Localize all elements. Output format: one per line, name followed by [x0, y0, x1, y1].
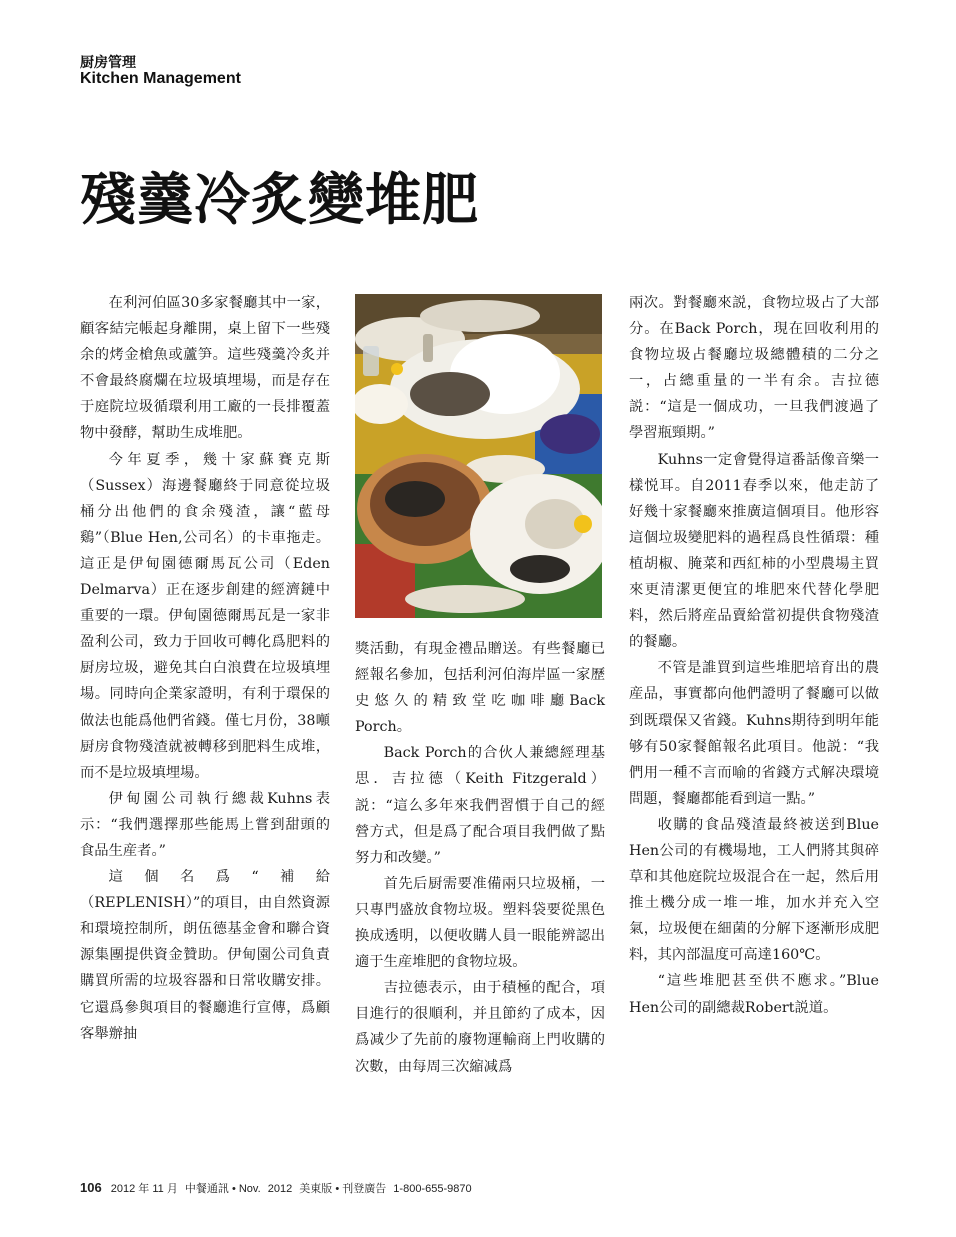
page-footer	[80, 1180, 476, 1196]
section-label-chinese: 厨房管理	[80, 55, 136, 71]
paragraph: “這些堆肥甚至供不應求。”Blue Hen公司的副總裁Robert説道。	[629, 973, 879, 1016]
section-label-english: Kitchen Management	[80, 70, 241, 87]
paragraph: 兩次。對餐廳來説，食物垃圾占了大部分。在Back Porch，現在回收利用的食物垃圾占餐廳垃圾總體積的二分之一，占總重量的一半有余。吉拉德説：“這是一個成功，一旦我們渡過了學習瓶頸期。”	[629, 295, 879, 442]
paragraph: 今年夏季，幾十家蘇賽克斯（Sussex）海邊餐廳終于同意從垃圾桶分出他們的食余殘渣，讓“藍母鷄”（Blue Hen,公司名）的卡車拖走。這正是伊甸園德爾馬瓦公司（Eden Delmarva）正在逐步創建的經濟鏈中重要的一環。伊甸園德爾馬瓦是一家非盈利公司，致力于回收可轉化爲肥料的厨房垃圾，避免其白白浪費在垃圾填埋場。同時向企業家證明，有利于環保的做法也能爲他們省錢。僅七月份，38噸厨房食物殘渣就被轉移到肥料生成堆，而不是垃圾填埋場。	[80, 451, 330, 781]
paragraph: 這個名爲“補給（REPLENISH）”的項目，由自然資源和環境控制所，朗伍德基金會和聯合資源集團提供資金贊助。伊甸園公司負責購買所需的垃圾容器和日常收購安排。它還爲參與項目的餐廳進行宣傳，爲顧客舉辦抽	[80, 869, 330, 1042]
paragraph: 伊甸園公司執行總裁Kuhns表示：“我們選擇那些能馬上嘗到甜頭的食品生産者。”	[80, 790, 330, 859]
paragraph: 吉拉德表示，由于積極的配合，項目進行的很順利，并且節約了成本，因爲减少了先前的廢物運輸商上門收購的次數，由每周三次縮减爲	[355, 980, 605, 1075]
paragraph: 在利河伯區30多家餐廳其中一家，顧客結完帳起身離開，桌上留下一些殘余的烤金槍魚或蘆笋。這些殘羹冷炙并不會最終腐爛在垃圾填埋場，而是存在于庭院垃圾循環利用工廠的一長排覆蓋物中發酵，幫助生成堆肥。	[80, 295, 330, 442]
issue-date: 2012 年 11 月	[110, 1183, 178, 1195]
paragraph: Kuhns一定會覺得這番話像音樂一樣悦耳。自2011春季以來，他走訪了好幾十家餐廳來推廣這個項目。他形容這個垃圾變肥料的過程爲良性循環：種植胡椒、腌菜和西紅柿的小型農場主買來更清潔更便宜的堆肥來代替化學肥料，然后將産品賣給當初提供食物殘渣的餐廳。	[629, 451, 879, 651]
issue-year: 2012	[267, 1183, 293, 1195]
article-column-3	[629, 290, 879, 1021]
article-column-1	[80, 290, 330, 1047]
phone-number: 1-800-655-9870	[393, 1183, 472, 1195]
paragraph: Back Porch的合伙人兼總經理基思．吉拉德（Keith Fitzgerald）説：“這么多年來我們習慣于自己的經營方式，但是爲了配合項目我們做了點努力和改變。”	[355, 745, 605, 866]
publication-name: 中餐通訊 • Nov.	[184, 1183, 261, 1195]
paragraph: 不管是誰買到這些堆肥培育出的農産品，事實都向他們證明了餐廳可以做到既環保又省錢。Kuhns期待到明年能够有50家餐館報名此項目。他説：“我們用一種不言而喻的省錢方式解决環境問題，餐廳都能看到這一點。”	[629, 660, 879, 807]
restaurant-table-leftovers-image	[355, 294, 602, 618]
article-column-2	[355, 636, 605, 1080]
edition-label: 美東版 • 刊登廣告	[299, 1183, 387, 1195]
article-title: 殘羹冷炙變堆肥	[80, 167, 479, 233]
paragraph: 首先后厨需要准備兩只垃圾桶，一只專門盛放食物垃圾。塑料袋要從黑色换成透明，以便收購人員一眼能辨認出適于生産堆肥的食物垃圾。	[355, 875, 605, 971]
paragraph: 收購的食品殘渣最終被送到Blue Hen公司的有機場地，工人們將其與碎草和其他庭院垃圾混合在一起，然后用推土機分成一堆一堆，加水并充入空氣，垃圾便在細菌的分解下逐漸形成肥料，其內部温度可高達160℃。	[629, 816, 879, 964]
paragraph: 獎活動，有現金禮品贈送。有些餐廳已經報名參加，包括利河伯海岸區一家歷史悠久的精致堂吃咖啡廳Back Porch。	[355, 641, 605, 736]
food-waste-photo	[355, 294, 602, 618]
page-number: 106	[80, 1180, 102, 1195]
